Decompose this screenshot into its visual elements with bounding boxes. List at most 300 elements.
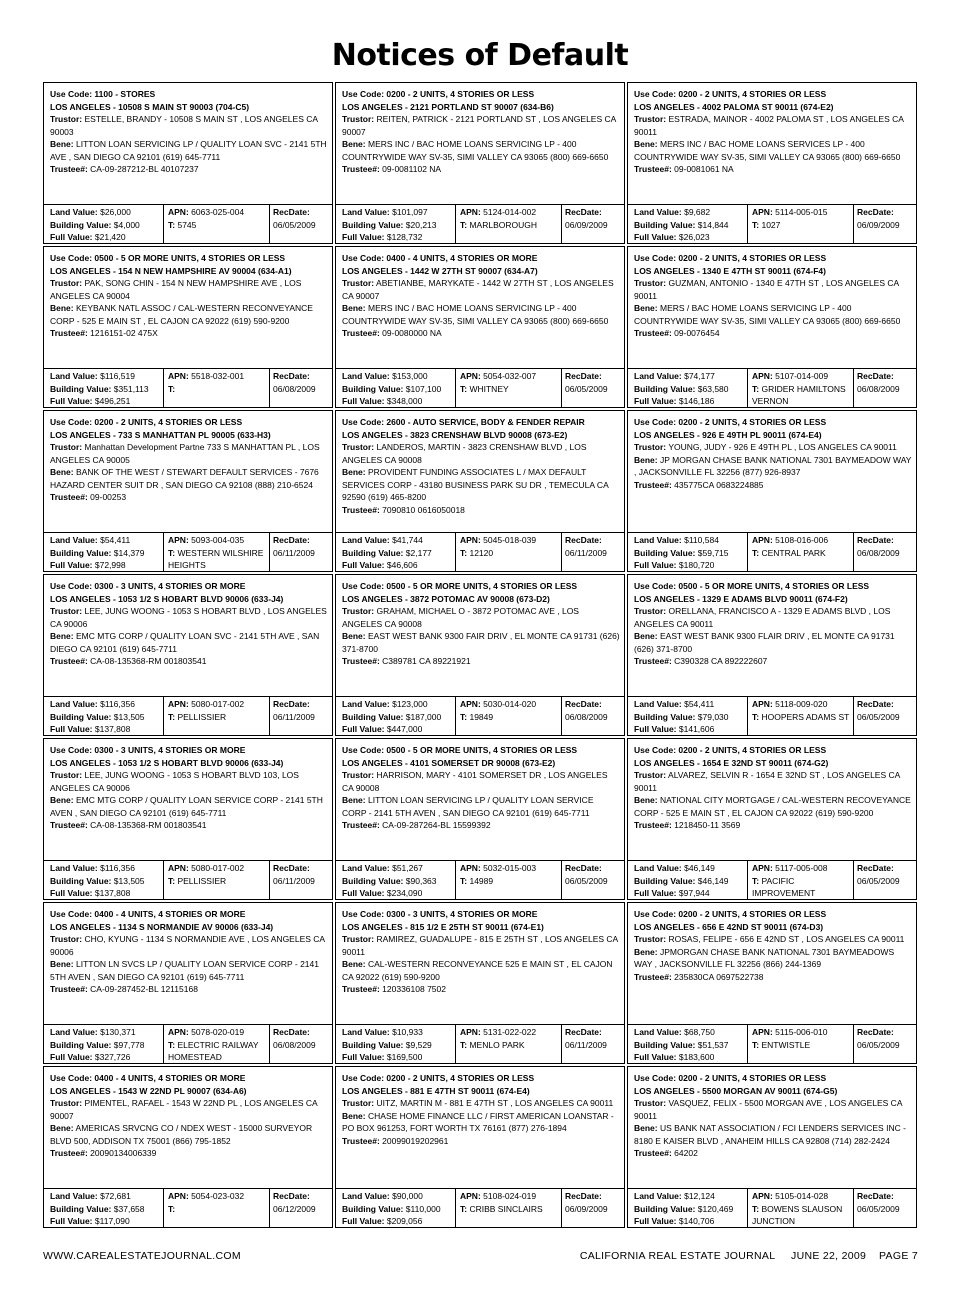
tract-label: T: (168, 547, 176, 558)
bene-line (634, 794, 912, 819)
value-column (628, 369, 748, 407)
trustee-value: 09-00253 (90, 492, 127, 502)
use-code-label: Use Code: (634, 745, 677, 755)
building-value-label: Building Value: (634, 711, 696, 722)
use-code-value: 0200 - 2 UNITS, 4 STORIES OR LESS (678, 909, 827, 919)
trustee-label: Trustee#: (634, 656, 672, 666)
tract-value: BOWENS SLAUSON JUNCTION (752, 1203, 843, 1226)
tract-value: PACIFIC IMPROVEMENT (752, 875, 816, 898)
value-column (336, 369, 456, 407)
bene-label: Bene: (342, 631, 366, 641)
apn-label: APN: (752, 1027, 773, 1037)
notice-details (336, 739, 624, 861)
full-value-label: Full Value: (50, 1216, 93, 1226)
land-value-label: Land Value: (634, 1027, 682, 1037)
building-value: $110,000 (405, 1203, 441, 1214)
apn-value: 5518-032-001 (191, 371, 245, 381)
notice-details (44, 739, 332, 861)
bene-value: CAL-WESTERN RECONVEYANCE 525 E MAIN ST , EL CAJON CA 92022 (619) 590-9200 (342, 959, 613, 982)
full-value-label: Full Value: (634, 560, 677, 570)
use-code-label: Use Code: (634, 1073, 677, 1083)
trustor-label: Trustor: (342, 278, 375, 288)
use-code-value: 0400 - 4 UNITS, 4 STORIES OR MORE (386, 253, 538, 263)
trustee-value: 7090810 0616050018 (382, 504, 465, 515)
building-value-label: Building Value: (50, 1039, 112, 1050)
use-code-value: 0200 - 2 UNITS, 4 STORIES OR LESS (94, 417, 243, 427)
notice-values (336, 369, 624, 407)
trustee-label: Trustee#: (342, 164, 380, 174)
notice-values (628, 205, 916, 243)
value-column (628, 1025, 748, 1063)
trustee-label: Trustee#: (50, 164, 88, 174)
tract-label: T: (168, 875, 176, 886)
trustor-line (342, 113, 620, 138)
notice-details (336, 83, 624, 205)
trustor-value: GRAHAM, MICHAEL O - 3872 POTOMAC AVE , LOS ANGELES CA 90008 (342, 606, 579, 629)
recdate-value: 06/05/2009 (565, 875, 608, 886)
trustor-line (634, 769, 912, 794)
building-value-label: Building Value: (634, 219, 696, 230)
use-code-value: 0300 - 3 UNITS, 4 STORIES OR MORE (386, 909, 538, 919)
recdate-label: RecDate: (273, 535, 310, 545)
apn-value: 5118-009-020 (775, 699, 828, 709)
land-value: $116,356 (100, 863, 135, 873)
land-value: $12,124 (684, 1191, 715, 1201)
apn-value: 5080-017-002 (191, 699, 245, 709)
full-value-label: Full Value: (634, 1052, 677, 1062)
tract-label: T: (460, 547, 468, 558)
notice-details (336, 1067, 624, 1189)
trustee-label: Trustee#: (50, 984, 88, 994)
apn-value: 5114-005-015 (775, 207, 828, 217)
trustee-line (342, 163, 620, 176)
apn-label: APN: (168, 1191, 189, 1201)
bene-value: JP MORGAN CHASE BANK NATIONAL 7301 BAYMEADOW WAY , JACKSONVILLE FL 32256 (877) 926-8937 (634, 454, 912, 477)
building-value: $9,529 (405, 1039, 432, 1050)
property-address: LOS ANGELES - 4002 PALOMA ST 90011 (674-E2) (634, 101, 834, 112)
recdate-column (270, 533, 332, 571)
building-value: $13,505 (113, 711, 145, 722)
trustee-value: CA-08-135368-RM 001803541 (90, 820, 207, 830)
use-code-label: Use Code: (342, 1073, 385, 1083)
trustee-line (342, 983, 620, 996)
tract-value: WHITNEY (469, 383, 509, 394)
recdate-label: RecDate: (565, 1027, 602, 1037)
land-value-label: Land Value: (342, 1027, 390, 1037)
trustor-value: ALVAREZ, SELVIN R - 1654 E 32ND ST , LOS ANGELES CA 90011 (634, 770, 900, 793)
value-column (44, 369, 164, 407)
apn-value: 5115-006-010 (775, 1027, 828, 1037)
trustee-label: Trustee#: (50, 656, 88, 666)
bene-label: Bene: (634, 454, 658, 465)
tract-label: T: (460, 219, 468, 230)
use-code-label: Use Code: (634, 581, 677, 591)
apn-label: APN: (752, 1191, 773, 1201)
tract-value: 5745 (177, 219, 197, 230)
land-value: $51,267 (392, 863, 423, 873)
apn-label: APN: (752, 207, 773, 217)
notice-details (336, 247, 624, 369)
bene-value: EAST WEST BANK 9300 FLAIR DRIV , EL MONTE CA 91731 (626) 371-8700 (634, 631, 895, 654)
use-code-label: Use Code: (50, 253, 93, 263)
trustor-line (634, 1097, 912, 1122)
recdate-value: 06/08/2009 (565, 711, 608, 722)
full-value: $447,000 (386, 724, 423, 734)
use-code-value: 0200 - 2 UNITS, 4 STORIES OR LESS (678, 1073, 827, 1083)
apn-label: APN: (752, 863, 773, 873)
apn-label: APN: (460, 1027, 481, 1037)
full-value: $137,808 (94, 724, 131, 734)
trustor-value: LEE, JUNG WOONG - 1053 S HOBART BLVD , LOS ANGELES CA 90006 (50, 606, 327, 629)
recdate-column (270, 1189, 332, 1227)
trustee-line (342, 1135, 620, 1148)
building-value-label: Building Value: (634, 547, 696, 558)
trustee-value: CA-09-287212-BL 40107237 (90, 164, 199, 174)
use-code-value: 0200 - 2 UNITS, 4 STORIES OR LESS (678, 745, 827, 755)
building-value: $13,505 (113, 875, 145, 886)
bene-line (634, 302, 912, 327)
recdate-label: RecDate: (565, 863, 602, 873)
value-column (44, 533, 164, 571)
full-value-label: Full Value: (634, 724, 677, 734)
apn-column (748, 1189, 854, 1227)
notice-details (628, 903, 916, 1025)
trustee-line (634, 327, 912, 340)
apn-column (164, 369, 270, 407)
full-value-label: Full Value: (342, 396, 385, 406)
notice-details (336, 575, 624, 697)
bene-line (50, 466, 328, 491)
tract-value: PELLISSIER (177, 711, 227, 722)
building-value: $107,100 (405, 383, 442, 394)
footer-website[interactable]: WWW.CAREALESTATEJOURNAL.COM (43, 1250, 241, 1262)
use-code-label: Use Code: (50, 581, 93, 591)
bene-value: EAST WEST BANK 9300 FAIR DRIV , EL MONTE CA 91731 (626) 371-8700 (342, 631, 620, 654)
page-title: Notices of Default (331, 38, 629, 73)
use-code-line (342, 744, 620, 757)
notice-values (628, 697, 916, 735)
recdate-column (562, 369, 624, 407)
trustor-label: Trustor: (50, 1098, 83, 1108)
trustor-value: ESTELLE, BRANDY - 10508 S MAIN ST , LOS ANGELES CA 90003 (50, 114, 318, 137)
recdate-column (562, 861, 624, 899)
use-code-label: Use Code: (50, 745, 93, 755)
bene-label: Bene: (342, 303, 366, 313)
building-value-label: Building Value: (50, 875, 112, 886)
trustor-line (342, 441, 620, 466)
apn-column (456, 533, 562, 571)
use-code-label: Use Code: (634, 909, 677, 919)
use-code-value: 0500 - 5 OR MORE UNITS, 4 STORIES OR LESS (678, 581, 870, 591)
footer-publication: CALIFORNIA REAL ESTATE JOURNAL JUNE 22, 2009 PAGE 7 (579, 1250, 918, 1262)
trustor-line (342, 769, 620, 794)
trustor-line (342, 277, 620, 302)
property-address: LOS ANGELES - 815 1/2 E 25TH ST 90011 (674-E1) (342, 921, 544, 932)
notice-card (627, 82, 917, 244)
trustee-label: Trustee#: (342, 656, 380, 666)
apn-value: 5108-024-019 (483, 1191, 537, 1201)
use-code-value: 0200 - 2 UNITS, 4 STORIES OR LESS (386, 89, 535, 99)
full-value: $140,706 (678, 1216, 715, 1226)
property-address: LOS ANGELES - 1329 E ADAMS BLVD 90011 (674-F2) (634, 593, 848, 604)
notice-card (335, 246, 625, 408)
apn-value: 5032-015-003 (483, 863, 537, 873)
bene-line (634, 138, 912, 163)
bene-value: MERS / BAC HOME LOANS SERVICING LP - 400 COUNTRYWIDE WAY SV-35, SIMI VALLEY CA 93065 (800) 669-6650 (634, 303, 901, 326)
full-value-label: Full Value: (342, 1216, 385, 1226)
recdate-value: 06/08/2009 (273, 1039, 316, 1050)
recdate-column (562, 1189, 624, 1227)
bene-line (342, 794, 620, 819)
tract-label: T: (752, 547, 760, 558)
recdate-value: 06/05/2009 (565, 383, 608, 394)
trustee-label: Trustee#: (342, 328, 380, 338)
use-code-line (634, 88, 912, 101)
value-column (44, 1025, 164, 1063)
trustee-value: 1218450-11 3569 (674, 820, 741, 830)
recdate-column (854, 1025, 916, 1063)
apn-column (456, 369, 562, 407)
apn-label: APN: (168, 863, 189, 873)
land-value: $90,000 (392, 1191, 423, 1201)
trustee-label: Trustee#: (342, 504, 380, 515)
recdate-value: 06/05/2009 (857, 875, 900, 886)
trustor-label: Trustor: (634, 606, 667, 616)
apn-column (164, 205, 270, 243)
notice-row (43, 574, 918, 738)
use-code-value: 0500 - 5 OR MORE UNITS, 4 STORIES OR LESS (386, 581, 578, 591)
recdate-label: RecDate: (273, 1027, 310, 1037)
use-code-label: Use Code: (50, 89, 93, 99)
bene-label: Bene: (634, 795, 658, 805)
trustee-label: Trustee#: (50, 492, 88, 502)
trustor-value: UITZ, MARTIN M - 881 E 47TH ST , LOS ANGELES CA 90011 (376, 1098, 614, 1108)
tract-value: 12120 (469, 547, 494, 558)
apn-value: 5108-016-006 (775, 535, 829, 545)
value-column (628, 205, 748, 243)
bene-value: PROVIDENT FUNDING ASSOCIATES L / MAX DEFAULT SERVICES CORP - 43180 BUSINESS PARK SU DR , TEMECULA CA 92590 (619) 465-8200 (342, 467, 609, 502)
bene-value: CHASE HOME FINANCE LLC / FIRST AMERICAN LOANSTAR - PO BOX 961253, FORT WORTH TX 76161 (877) 276-1894 (342, 1110, 614, 1133)
apn-value: 5080-017-002 (191, 863, 245, 873)
property-address: LOS ANGELES - 1442 W 27TH ST 90007 (634-A7) (342, 265, 538, 276)
building-value: $20,213 (405, 219, 437, 230)
land-value-label: Land Value: (50, 371, 98, 381)
trustor-label: Trustor: (50, 114, 83, 124)
trustor-label: Trustor: (634, 114, 667, 124)
bene-value: AMERICAS SRVCNG CO / NDEX WEST - 15000 SURVEYOR BLVD 500, ADDISON TX 75001 (866) 795-1852 (50, 1123, 313, 1146)
trustor-line (342, 933, 620, 958)
trustee-label: Trustee#: (634, 1148, 672, 1158)
recdate-column (854, 1189, 916, 1227)
trustee-label: Trustee#: (634, 971, 672, 982)
tract-value: PELLISSIER (177, 875, 227, 886)
building-value-label: Building Value: (634, 875, 696, 886)
tract-value: WESTERN WILSHIRE HEIGHTS (168, 547, 264, 570)
full-value: $141,606 (678, 724, 715, 734)
apn-column (456, 205, 562, 243)
trustee-label: Trustee#: (634, 328, 672, 338)
recdate-column (270, 1025, 332, 1063)
land-value-label: Land Value: (50, 1191, 98, 1201)
recdate-label: RecDate: (273, 207, 310, 217)
apn-column (456, 697, 562, 735)
use-code-line (342, 908, 620, 921)
notice-row (43, 738, 918, 902)
bene-line (634, 946, 912, 971)
recdate-label: RecDate: (857, 535, 894, 545)
apn-column (164, 1025, 270, 1063)
recdate-value: 06/08/2009 (273, 383, 316, 394)
apn-value: 5030-014-020 (483, 699, 537, 709)
trustor-value: LEE, JUNG WOONG - 1053 S HOBART BLVD 103, LOS ANGELES CA 90006 (50, 770, 299, 793)
full-value: $26,023 (678, 232, 710, 242)
notice-values (336, 1189, 624, 1227)
land-value-label: Land Value: (634, 1191, 682, 1201)
use-code-line (342, 1072, 620, 1085)
value-column (44, 697, 164, 735)
trustee-line (50, 819, 328, 832)
full-value: $327,726 (94, 1052, 131, 1062)
land-value-label: Land Value: (50, 207, 98, 217)
full-value: $183,600 (678, 1052, 715, 1062)
bene-line (634, 630, 912, 655)
land-value: $9,682 (684, 207, 711, 217)
building-value: $14,844 (697, 219, 729, 230)
use-code-line (634, 908, 912, 921)
trustor-value: ROSAS, FELIPE - 656 E 42ND ST , LOS ANGELES CA 90011 (668, 934, 905, 944)
trustor-line (342, 1097, 620, 1110)
apn-value: 6063-025-004 (191, 207, 245, 217)
notice-card (43, 738, 333, 900)
recdate-value: 06/11/2009 (273, 875, 315, 886)
recdate-value: 06/05/2009 (273, 219, 316, 230)
trustee-value: 1216151-02 475X (90, 328, 158, 338)
property-address: LOS ANGELES - 154 N NEW HAMPSHIRE AV 90004 (634-A1) (50, 265, 292, 276)
value-column (336, 1189, 456, 1227)
building-value: $59,715 (697, 547, 729, 558)
notice-row (43, 82, 918, 246)
trustor-value: HARRISON, MARY - 4101 SOMERSET DR , LOS ANGELES CA 90008 (342, 770, 608, 793)
bene-line (50, 302, 328, 327)
recdate-label: RecDate: (857, 1191, 894, 1201)
bene-line (50, 958, 328, 983)
apn-column (748, 861, 854, 899)
use-code-label: Use Code: (342, 417, 385, 427)
use-code-line (50, 252, 328, 265)
property-address: LOS ANGELES - 1053 1/2 S HOBART BLVD 90006 (633-J4) (50, 757, 284, 768)
use-code-label: Use Code: (634, 89, 677, 99)
bene-label: Bene: (634, 303, 658, 313)
use-code-label: Use Code: (342, 89, 385, 99)
trustor-value: PAK, SONG CHIN - 154 N NEW HAMPSHIRE AVE , LOS ANGELES CA 90004 (50, 278, 302, 301)
apn-label: APN: (752, 371, 773, 381)
use-code-line (634, 580, 912, 593)
trustee-label: Trustee#: (50, 328, 88, 338)
tract-label: T: (752, 711, 760, 722)
full-value: $180,720 (678, 560, 715, 570)
notice-values (336, 861, 624, 899)
land-value-label: Land Value: (50, 535, 98, 545)
bene-value: MERS INC / BAC HOME LOANS SERVICING LP - 400 COUNTRYWIDE WAY SV-35, SIMI VALLEY CA 93065 (800) 669-6650 (342, 303, 609, 326)
apn-column (748, 369, 854, 407)
notice-values (44, 861, 332, 899)
notice-card (335, 1066, 625, 1228)
use-code-line (634, 416, 912, 429)
bene-line (342, 1110, 620, 1135)
notice-values (628, 1025, 916, 1063)
use-code-value: 0200 - 2 UNITS, 4 STORIES OR LESS (678, 89, 827, 99)
value-column (628, 533, 748, 571)
apn-label: APN: (460, 371, 481, 381)
notice-details (628, 1067, 916, 1189)
use-code-line (50, 744, 328, 757)
recdate-column (562, 1025, 624, 1063)
full-value-label: Full Value: (342, 724, 385, 734)
trustor-label: Trustor: (634, 770, 667, 780)
building-value: $79,030 (697, 711, 729, 722)
recdate-column (854, 697, 916, 735)
bene-value: LITTON LN SVCS LP / QUALITY LOAN SERVICE CORP - 2141 5TH AVEN , SAN DIEGO CA 92101 (619) 645-7711 (50, 959, 319, 982)
use-code-value: 0200 - 2 UNITS, 4 STORIES OR LESS (678, 417, 827, 427)
building-value-label: Building Value: (342, 711, 404, 722)
use-code-value: 1100 - STORES (94, 89, 156, 99)
trustor-label: Trustor: (50, 278, 83, 288)
bene-label: Bene: (50, 1123, 74, 1133)
trustor-line (634, 277, 912, 302)
recdate-label: RecDate: (857, 207, 894, 217)
recdate-column (562, 205, 624, 243)
bene-line (50, 1122, 328, 1147)
trustee-value: CA-08-135368-RM 001803541 (90, 656, 207, 666)
trustor-value: YOUNG, JUDY - 926 E 49TH PL , LOS ANGELES CA 90011 (668, 442, 897, 452)
value-column (628, 861, 748, 899)
value-column (44, 861, 164, 899)
building-value: $120,469 (697, 1203, 734, 1214)
trustor-label: Trustor: (634, 934, 667, 944)
use-code-line (50, 1072, 328, 1085)
bene-line (342, 630, 620, 655)
land-value: $116,519 (100, 371, 135, 381)
apn-column (164, 533, 270, 571)
apn-label: APN: (460, 535, 481, 545)
apn-label: APN: (460, 207, 481, 217)
land-value: $116,356 (100, 699, 135, 709)
recdate-label: RecDate: (273, 371, 310, 381)
trustee-label: Trustee#: (50, 1148, 88, 1158)
use-code-value: 0200 - 2 UNITS, 4 STORIES OR LESS (386, 1073, 535, 1083)
land-value-label: Land Value: (342, 1191, 390, 1201)
notice-row (43, 1066, 918, 1230)
full-value-label: Full Value: (50, 888, 93, 898)
notice-card (627, 1066, 917, 1228)
apn-label: APN: (168, 699, 189, 709)
trustor-value: REITEN, PATRICK - 2121 PORTLAND ST , LOS ANGELES CA 90007 (342, 114, 616, 137)
building-value-label: Building Value: (342, 547, 404, 558)
notice-values (628, 1189, 916, 1227)
trustor-line (50, 441, 328, 466)
full-value: $128,732 (386, 232, 423, 242)
building-value: $46,149 (697, 875, 729, 886)
property-address: LOS ANGELES - 1134 S NORMANDIE AV 90006 (633-J4) (50, 921, 274, 932)
recdate-label: RecDate: (565, 1191, 602, 1201)
recdate-value: 06/05/2009 (857, 1203, 900, 1214)
notice-card (627, 738, 917, 900)
bene-label: Bene: (342, 139, 366, 149)
trustee-value: 09-0081102 NA (382, 164, 442, 174)
trustor-label: Trustor: (50, 934, 83, 944)
notices-grid (43, 82, 918, 1230)
bene-label: Bene: (50, 959, 74, 969)
